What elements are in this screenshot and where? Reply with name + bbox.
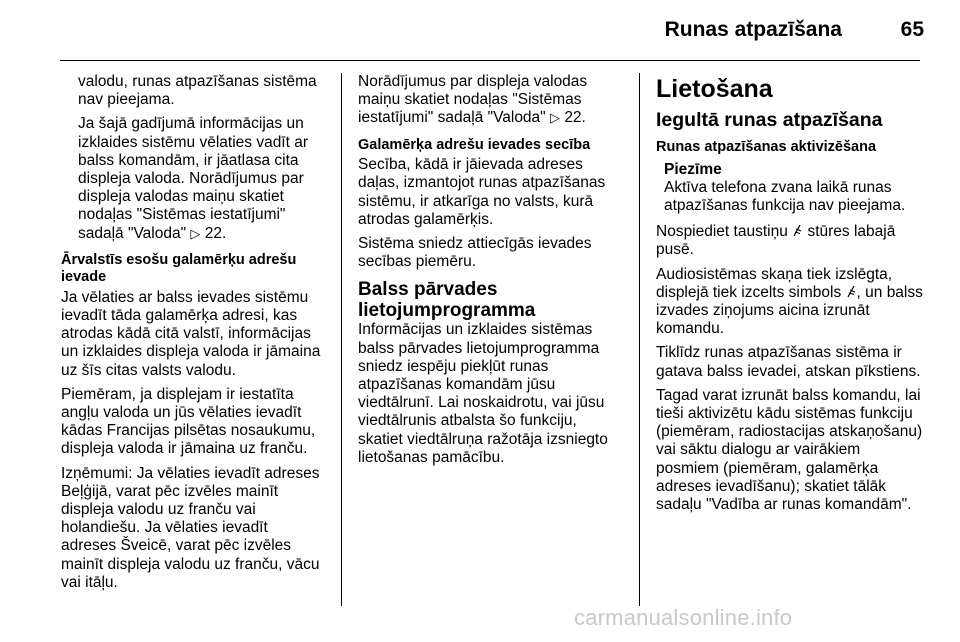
- cross-reference-arrow-icon: ▷: [550, 111, 560, 127]
- paragraph: [61, 115, 327, 243]
- paragraph-text: Ja šajā gadījumā informācijas un izklaides sistēmu vēlaties vadīt ar balss komandām, ir jāatlasa cita displeja valoda. Norādījumus par displeja valodas maiņu skatiet nodaļas "Sistēmas iestatījumi" sadaļā "Valoda": [78, 115, 309, 242]
- voice-control-icon: [792, 224, 803, 237]
- paragraph: Informācijas un izklaides sistēmas balss pārvades lietojumprogramma sniedz iespēju piekļūt runas atpazīšanas komandām jūsu viedtālrunī. Lai noskaidrotu, vai jūsu viedtālrunis atbalsta šo funkciju, skatiet viedtālruņa ražotāja izsniegto lietošanas pamācību.: [358, 321, 608, 466]
- paragraph: [358, 73, 620, 129]
- paragraph-text: , un balss izvades ziņojums aicina izrunāt komandu.: [656, 283, 923, 338]
- chapter-title: Lietošana: [656, 75, 773, 103]
- column-left: [61, 73, 327, 598]
- paragraph-text: Nospiediet taustiņu: [656, 223, 788, 241]
- header-rule: [60, 60, 920, 61]
- page-reference: 22.: [204, 224, 227, 242]
- section-heading: Ārvalstīs esošu galamērķu adrešu ievade: [61, 251, 297, 286]
- section-heading: Galamērķa adrešu ievades secība: [358, 136, 591, 153]
- paragraph: [656, 266, 924, 339]
- section-subtitle: Iegultā runas atpazīšana: [656, 109, 883, 131]
- paragraph-text: Audiosistēmas skaņa tiek izslēgta, displejā tiek izcelts simbols: [656, 265, 893, 301]
- header-title: Runas atpazīšana: [664, 18, 842, 41]
- paragraph: [656, 223, 924, 259]
- column-middle: [358, 73, 620, 473]
- section-heading: Runas atpazīšanas aktivizēšana: [656, 139, 877, 155]
- paragraph: valodu, runas atpazīšanas sistēma nav pieejama.: [78, 73, 317, 109]
- section-heading: Balss pārvades lietojumprogramma: [358, 279, 536, 322]
- note-body: Aktīva telefona zvana laikā runas atpazīšanas funkcija nav pieejama.: [664, 178, 906, 214]
- paragraph: Sistēma sniedz attiecīgās ievades secības piemēru.: [358, 234, 592, 271]
- column-divider: [639, 73, 640, 606]
- page-number: 65: [900, 18, 924, 41]
- paragraph: Piemēram, ja displejam ir iestatīta angļu valoda un jūs vēlaties ievadīt kādas Francijas pilsētas nosaukumu, displeja valoda ir jāmaina uz franču.: [61, 385, 316, 458]
- paragraph: Secība, kādā ir jāievada adreses daļas, izmantojot runas atpazīšanas sistēmu, ir atkarīga no valsts, kurā atrodas galamērķis.: [358, 156, 606, 228]
- watermark: carmanualsonline.info: [574, 605, 793, 630]
- paragraph: Ja vēlaties ar balss ievades sistēmu ievadīt tāda galamērķa adresi, kas atrodas kādā citā valstī, informācijas un izklaides displeja valoda ir jāmaina uz šīs citas valsts valodu.: [61, 288, 321, 379]
- cross-reference-arrow-icon: ▷: [190, 226, 201, 242]
- column-divider: [341, 73, 342, 606]
- paragraph-text: Norādījumus par displeja valodas maiņu skatiet nodaļas "Sistēmas iestatījumi" sadaļā "Valoda": [358, 73, 588, 127]
- column-right: [656, 73, 924, 520]
- page-reference: 22.: [564, 109, 586, 127]
- voice-control-icon: [846, 285, 857, 298]
- paragraph: Tiklīdz runas atpazīšanas sistēma ir gatava balss ievadei, atskan pīkstiens.: [656, 344, 921, 380]
- paragraph-text: stūres labajā pusē.: [656, 223, 896, 259]
- note-title: Piezīme: [664, 160, 722, 178]
- paragraph: Tagad varat izrunāt balss komandu, lai tieši aktivizētu kādu sistēmas funkciju (piemēram, radiostacijas atskaņošanu) vai sāktu dialogu ar vairākiem posmiem (piemēram, galamērķa adreses ievadīšanu); skatiet tālāk sadaļu "Vadība ar runas komandām".: [656, 386, 923, 513]
- paragraph: Izņēmumi: Ja vēlaties ievadīt adreses Beļģijā, varat pēc izvēles mainīt displeja valodu uz franču vai holandiešu. Ja vēlaties ievadīt adreses Šveicē, varat pēc izvēles mainīt displeja valodu uz franču, vācu vai itāļu.: [61, 464, 320, 591]
